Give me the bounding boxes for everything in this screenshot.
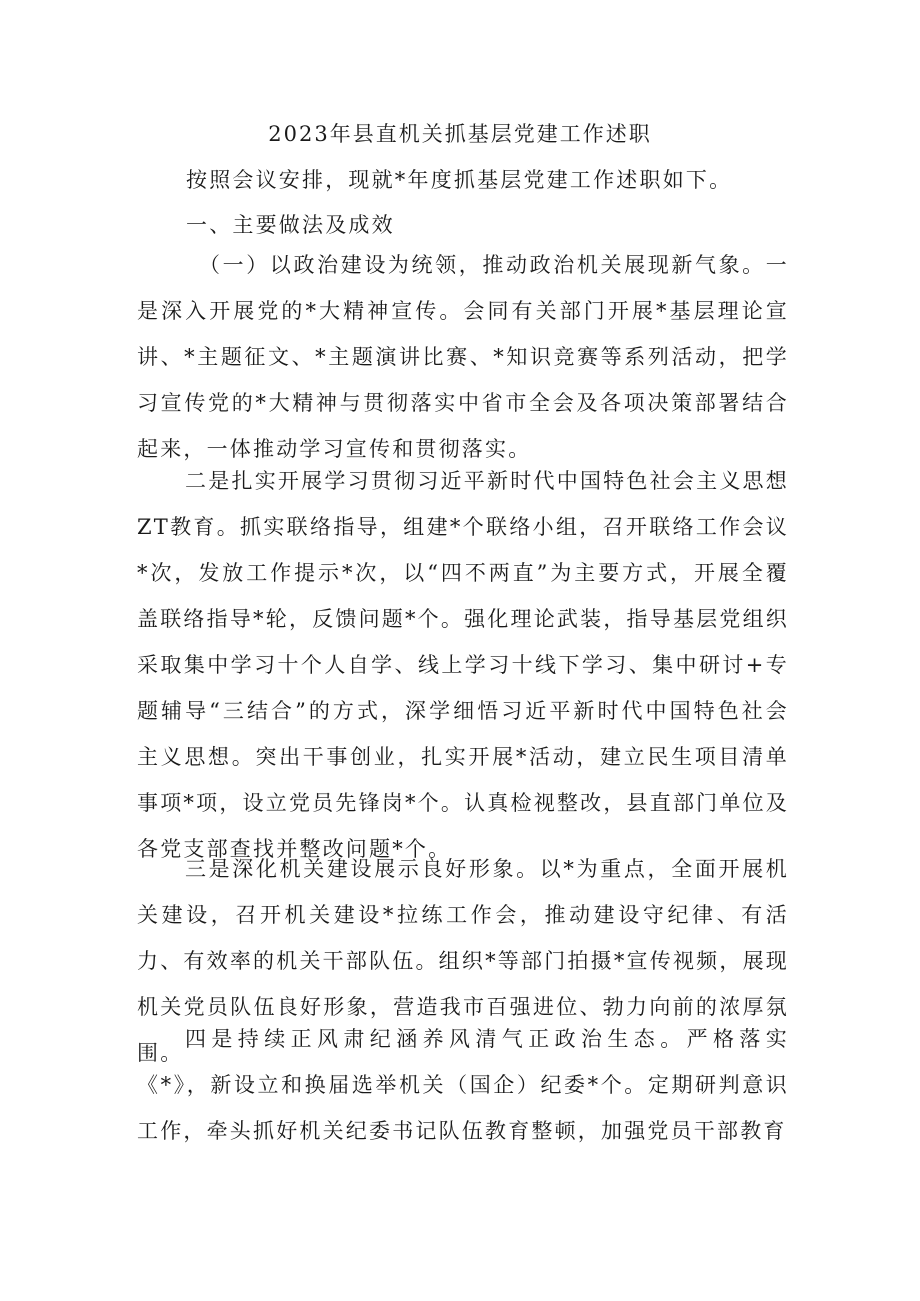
paragraph-3: 三是深化机关建设展示良好形象。以*为重点，全面开展机关建设，召开机关建设*拉练工作会，推动建设守纪律、有活力、有效率的机关干部队伍。组织*等部门拍摄*宣传视频，展现机关党员队伍良好形象，营造我市百强进位、勃力向前的浓厚氛围。 [137,857,789,1065]
paragraph-1: （一）以政治建设为统领，推动政治机关展现新气象。一是深入开展党的*大精神宣传。会同有关部门开展*基层理论宣讲、*主题征文、*主题演讲比赛、*知识竞赛等系列活动，把学习宣传党的*大精神与贯彻落实中省市全会及各项决策部署结合起来，一体推动学习宣传和贯彻落实。 [137,253,789,461]
intro-paragraph: 按照会议安排，现就*年度抓基层党建工作述职如下。 [186,168,733,192]
paragraph-4: 四是持续正风肃纪涵养风清气正政治生态。严格落实《*》，新设立和换届选举机关（国企）纪委*个。定期研判意识工作，牵头抓好机关纪委书记队伍教育整顿，加强党员干部教育 [137,1027,789,1143]
section-heading: 一、主要做法及成效 [186,213,395,237]
document-title: 2023年县直机关抓基层党建工作述职 [268,122,652,146]
paragraph-2: 二是扎实开展学习贯彻习近平新时代中国特色社会主义思想ZT教育。抓实联络指导，组建*个联络小组，召开联络工作会议*次，发放工作提示*次，以“四不两直”为主要方式，开展全覆盖联络指导*轮，反馈问题*个。强化理论武装，指导基层党组织采取集中学习十个人自学、线上学习十线下学习、集中研讨+专题辅导“三结合”的方式，深学细悟习近平新时代中国特色社会主义思想。突出干事创业，扎实开展*活动，建立民生项目清单事项*项，设立党员先锋岗*个。认真检视整改，县直部门单位及各党支部查找并整改问题*个。 [137,469,789,861]
